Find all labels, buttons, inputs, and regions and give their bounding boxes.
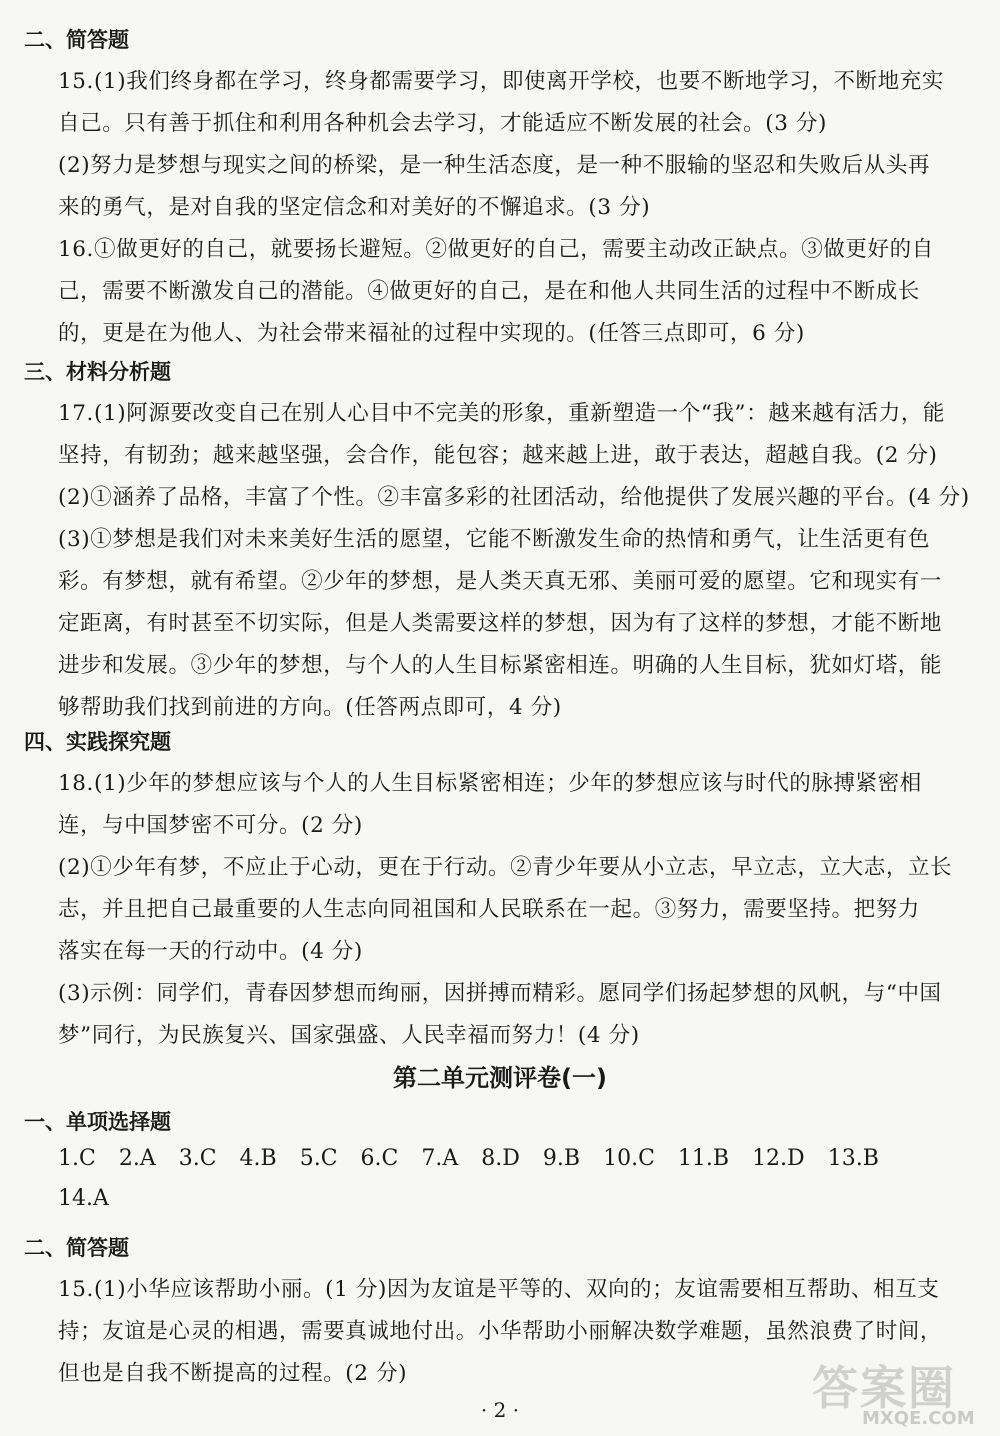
answer-key-extra: 14.A: [58, 1186, 109, 1211]
answer-line: 17.(1)阿源要改变自己在别人心目中不完美的形象，重新塑造一个“我”：越来越有活力，能: [58, 401, 946, 426]
answer-line: 彩。有梦想，就有希望。②少年的梦想，是人类天真无邪、美丽可爱的愿望。它和现实有一: [58, 569, 943, 594]
answer-line: 的，更是在为他人、为社会带来福祉的过程中实现的。(任答三点即可，6 分): [58, 321, 805, 346]
answer-key-item: 1.C: [58, 1146, 96, 1171]
answer-key-item: 3.C: [178, 1146, 217, 1171]
answer-key-item: 9.B: [542, 1146, 581, 1171]
answer-key-item: 5.C: [299, 1146, 338, 1171]
answer-line: 够帮助我们找到前进的方向。(任答两点即可，4 分): [58, 695, 562, 720]
watermark-text: 答案圈: [812, 1361, 956, 1415]
answer-key-item: 10.C: [603, 1146, 655, 1171]
answer-key-item: 8.D: [481, 1146, 520, 1171]
answer-line: (2)①涵养了品格，丰富了个性。②丰富多彩的社团活动，给他提供了发展兴趣的平台。(4 分): [58, 485, 970, 510]
answer-key-item: 13.B: [827, 1146, 879, 1171]
section-heading-short-answer-2: 二、简答题: [24, 1236, 129, 1260]
answer-line: 梦”同行，为民族复兴、国家强盛、人民幸福而努力！(4 分): [58, 1023, 640, 1048]
answer-line: 持；友谊是心灵的相遇，需要真诚地付出。小华帮助小丽解决数学难题，虽然浪费了时间，: [58, 1319, 943, 1344]
answer-line: 16.①做更好的自己，就要扬长避短。②做更好的自己，需要主动改正缺点。③做更好的自: [58, 237, 934, 262]
answer-line: 15.(1)我们终身都在学习，终身都需要学习，即使离开学校，也要不断地学习，不断地充实: [58, 69, 944, 94]
answer-key-row: [58, 1146, 978, 1171]
answer-line: 志，并且把自己最重要的人生志向同祖国和人民联系在一起。③努力，需要坚持。把努力: [58, 897, 920, 922]
answer-line: 己，需要不断激发自己的潜能。④做更好的自己，是在和他人共同生活的过程中不断成长: [58, 279, 920, 304]
answer-line: 落实在每一天的行动中。(4 分): [58, 939, 363, 964]
answer-line: 但也是自我不断提高的过程。(2 分): [58, 1361, 408, 1386]
answer-key-item: 11.B: [677, 1146, 730, 1171]
answer-line: 进步和发展。③少年的梦想，与个人的人生目标紧密相连。明确的人生目标，犹如灯塔，能: [58, 653, 943, 678]
section-heading-practice-inquiry: 四、实践探究题: [24, 730, 171, 754]
answer-key-item: 7.A: [421, 1146, 459, 1171]
answer-line: 18.(1)少年的梦想应该与个人的人生目标紧密相连；少年的梦想应该与时代的脉搏紧密相: [58, 771, 922, 796]
watermark-logo: [812, 1350, 987, 1430]
section-heading-material-analysis: 三、材料分析题: [24, 360, 171, 384]
answer-line: 定距离，有时甚至不切实际，但是人类需要这样的梦想，因为有了这样的梦想，才能不断地: [58, 611, 943, 636]
unit-title: 第二单元测评卷(一): [393, 1064, 607, 1092]
answer-key-item: 2.A: [118, 1146, 156, 1171]
answer-line: 坚持，有韧劲；越来越坚强，会合作，能包容；越来越上进，敢于表达，超越自我。(2 分): [58, 443, 938, 468]
section-heading-multiple-choice: 一、单项选择题: [24, 1110, 171, 1134]
answer-line: 连，与中国梦密不可分。(2 分): [58, 813, 363, 838]
answer-line: (2)①少年有梦，不应止于心动，更在于行动。②青少年要从小立志，早立志，立大志，立长: [58, 855, 953, 880]
answer-key-item: 4.B: [239, 1146, 277, 1171]
answer-line: (3)①梦想是我们对未来美好生活的愿望，它能不断激发生命的热情和勇气，让生活更有色: [58, 527, 931, 552]
answer-line: (3)示例：同学们，青春因梦想而绚丽，因拼搏而精彩。愿同学们扬起梦想的风帆，与“中国: [58, 981, 942, 1006]
answer-line: 来的勇气，是对自我的坚定信念和对美好的不懈追求。(3 分): [58, 195, 651, 220]
watermark-url: MXQE.COM: [862, 1408, 975, 1429]
section-heading-short-answer: 二、简答题: [24, 28, 129, 52]
answer-key-item: 6.C: [360, 1146, 399, 1171]
answer-key-item: 12.D: [752, 1146, 805, 1171]
answer-line: 自己。只有善于抓住和利用各种机会去学习，才能适应不断发展的社会。(3 分): [58, 111, 827, 136]
page-number: · 2 ·: [480, 1398, 520, 1422]
answer-line: 15.(1)小华应该帮助小丽。(1 分)因为友谊是平等的、双向的；友谊需要相互帮助、相互支: [58, 1277, 940, 1302]
answer-line: (2)努力是梦想与现实之间的桥梁，是一种生活态度，是一种不服输的坚忍和失败后从头再: [58, 153, 931, 178]
